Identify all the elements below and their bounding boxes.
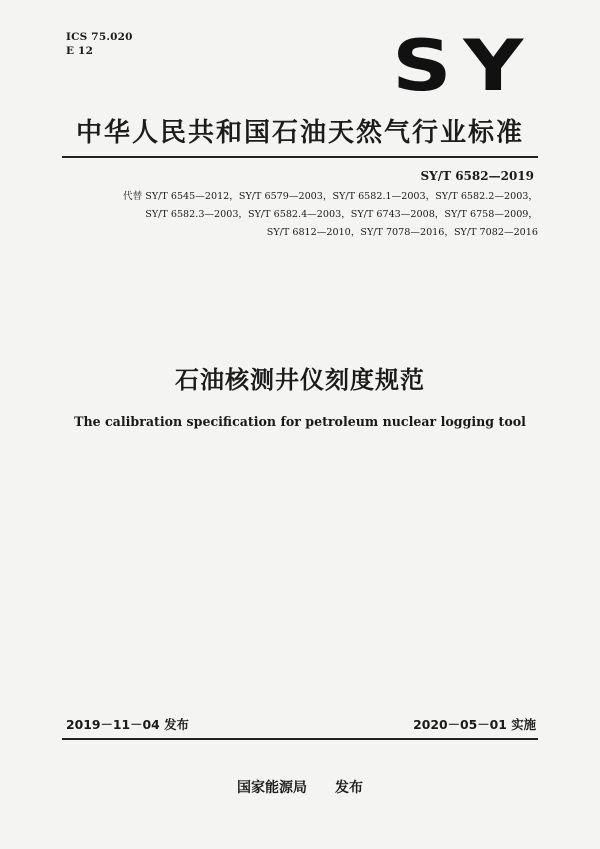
document-title-chinese: 石油核测井仪刻度规范 (175, 366, 425, 394)
ccs-code: E 12 (66, 45, 94, 57)
sy-logo: SY (392, 25, 535, 107)
document-title-english: The calibration specification for petroleum nuclear logging tool (74, 414, 526, 429)
publisher-action: 发布 (335, 780, 363, 796)
standard-number: SY/T 6582—2019 (420, 169, 534, 183)
standard-category-title: 中华人民共和国石油天然气行业标准 (75, 118, 524, 148)
classification-codes (66, 30, 133, 58)
ics-code: ICS 75.020 (66, 31, 133, 43)
replaces-line: SY/T 6812—2010，SY/T 7078—2016，SY/T 7082—2016 (266, 227, 538, 238)
publisher-name: 国家能源局 (237, 780, 307, 796)
replaces-line: SY/T 6582.3—2003，SY/T 6582.4—2003，SY/T 6743—2008，SY/T 6758—2009， (145, 209, 538, 220)
implementation-date: 2020－05－01 实施 (413, 717, 536, 732)
top-divider (62, 156, 538, 158)
issue-date: 2019－11－04 发布 (66, 717, 189, 732)
bottom-divider (62, 738, 538, 740)
publisher-line (0, 777, 600, 797)
replaces-list (98, 188, 538, 242)
replaces-line: 代替 SY/T 6545—2012，SY/T 6579—2003，SY/T 6582.1—2003，SY/T 6582.2—2003， (123, 191, 538, 202)
